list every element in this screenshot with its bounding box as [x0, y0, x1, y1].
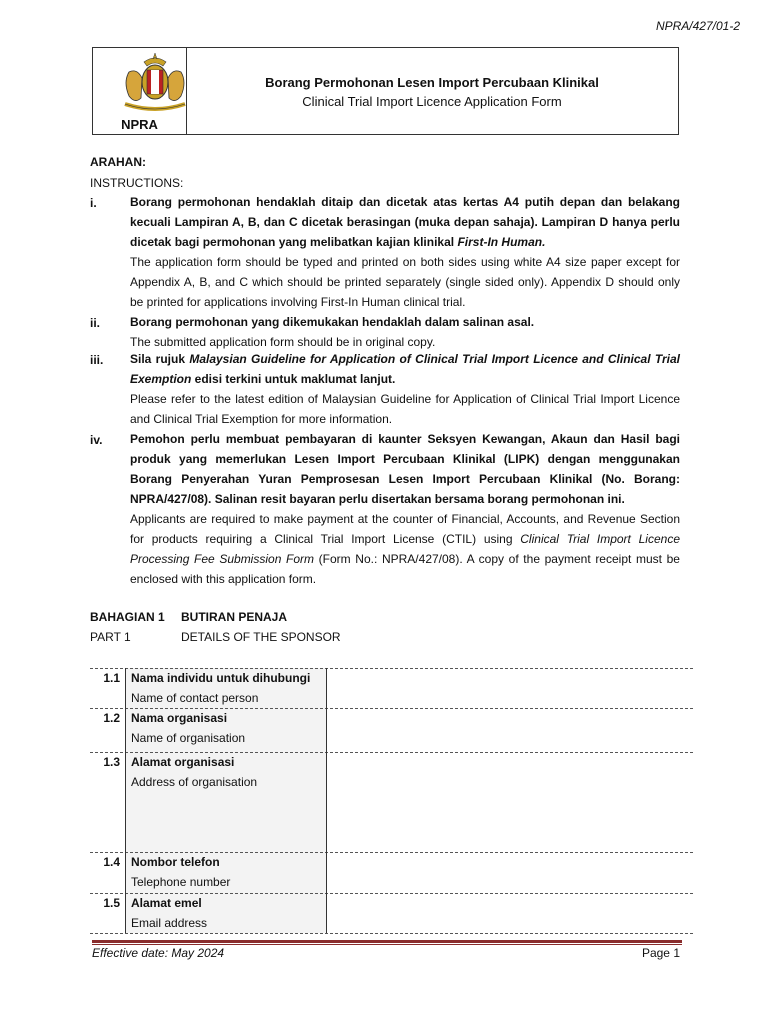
instruction-number: iii.: [90, 353, 104, 367]
part-1-title-malay: BUTIRAN PENAJA: [181, 610, 288, 624]
footer-rule-thin: [92, 944, 682, 945]
instruction-4-malay: Pemohon perlu membuat pembayaran di kaunter Seksyen Kewangan, Akaun dan Hasil bagi produk yang memerlukan Lesen Import Percubaan Klinikal (LIPK) dengan menggunakan Borang Penyerahan Yuran Pemprosesan Lesen Import Percubaan Klinikal (No. Borang: NPRA/427/08). Salinan resit bayaran perlu disertakan bersama borang permohonan ini.: [130, 432, 680, 506]
field-label-malay: Alamat organisasi: [131, 755, 235, 769]
instruction-3-malay-end: edisi terkini untuk maklumat lanjut.: [191, 372, 396, 386]
instruction-3-guideline-title: Malaysian Guideline for Application of Clinical Trial Import Licence and Clinical Trial Exemption: [130, 352, 680, 386]
instruction-2-malay: Borang permohonan yang dikemukakan hendaklah dalam salinan asal.: [130, 315, 535, 329]
field-number: 1.2: [103, 711, 120, 725]
instruction-2-english: The submitted application form should be in original copy.: [130, 335, 436, 349]
field-label-english: Email address: [131, 916, 208, 930]
instruction-4-english: Applicants are required to make payment at the counter of Financial, Accounts, and Revenue Section for products requiring a Clinical Trial Import License (CTIL) using: [130, 512, 680, 546]
instructions-heading-malay: ARAHAN:: [90, 155, 146, 169]
instruction-item-2: [130, 312, 680, 352]
table-column-divider: [125, 668, 126, 933]
field-label-english: Address of organisation: [131, 775, 258, 789]
contact-person-field[interactable]: [330, 670, 690, 706]
page-number: Page 1: [641, 946, 680, 960]
field-label-english: Telephone number: [131, 875, 231, 889]
field-label-malay: Nombor telefon: [131, 855, 220, 869]
document-reference: NPRA/427/01-2: [655, 19, 740, 33]
form-title-malay: Borang Permohonan Lesen Import Percubaan Klinikal: [265, 75, 599, 90]
instruction-item-4: [130, 429, 680, 589]
telephone-field[interactable]: [330, 854, 690, 891]
instruction-3-malay: Sila rujuk: [130, 352, 190, 366]
instruction-1-malay-italic: First-In Human.: [457, 235, 546, 249]
part-1-label-english: PART 1: [90, 630, 131, 644]
field-number: 1.4: [103, 855, 120, 869]
coat-of-arms-logo: [115, 52, 195, 118]
instruction-4-english-end: (Form No.: NPRA/427/08). A copy of the payment receipt must be enclosed with this application form.: [130, 552, 680, 586]
instruction-1-malay: Borang permohonan hendaklah ditaip dan dicetak atas kertas A4 putih depan dan belakang kecuali Lampiran A, B, dan C dicetak berasingan (muka depan sahaja). Lampiran D hanya perlu dicetak bagi permohonan yang melibatkan kajian klinikal: [130, 195, 680, 249]
instruction-item-3: [130, 349, 680, 429]
instruction-number: ii.: [90, 316, 101, 330]
field-label-malay: Nama organisasi: [131, 711, 228, 725]
instruction-number: iv.: [90, 433, 103, 447]
part-1-label-malay: BAHAGIAN 1: [90, 610, 165, 624]
form-title-english: Clinical Trial Import Licence Application Form: [302, 94, 562, 109]
email-field[interactable]: [330, 895, 690, 931]
part-1-title-english: DETAILS OF THE SPONSOR: [181, 630, 341, 644]
table-rule: [90, 933, 693, 934]
footer-rule: [92, 940, 682, 943]
instructions-heading-english: INSTRUCTIONS:: [90, 176, 184, 190]
table-column-divider: [326, 668, 327, 933]
sponsor-details-table: [90, 668, 693, 933]
form-header: [92, 47, 679, 135]
field-number: 1.5: [103, 896, 120, 910]
organisation-name-field[interactable]: [330, 710, 690, 750]
instruction-1-english: The application form should be typed and printed on both sides using white A4 size paper except for Appendix A, B, and C which should be printed separately (single sided only). Appendix D should only be printed for applications involving First-In Human clinical trial.: [130, 255, 680, 309]
field-label-malay: Nama individu untuk dihubungi: [131, 671, 311, 685]
field-number: 1.3: [103, 755, 120, 769]
npra-logo-label: NPRA: [121, 117, 158, 132]
instruction-number: i.: [90, 196, 97, 210]
field-label-english: Name of contact person: [131, 691, 259, 705]
organisation-address-field[interactable]: [330, 754, 690, 850]
instruction-4-form-title: Clinical Trial Import Licence Processing Fee Submission Form: [130, 532, 680, 566]
field-label-english: Name of organisation: [131, 731, 246, 745]
field-label-malay: Alamat emel: [131, 896, 202, 910]
instruction-3-english: Please refer to the latest edition of Malaysian Guideline for Application of Clinical Trial Import Licence and Clinical Trial Exemption for more information.: [130, 392, 680, 426]
instruction-item-1: [130, 192, 680, 312]
field-number: 1.1: [103, 671, 120, 685]
effective-date: Effective date: May 2024: [92, 946, 225, 960]
